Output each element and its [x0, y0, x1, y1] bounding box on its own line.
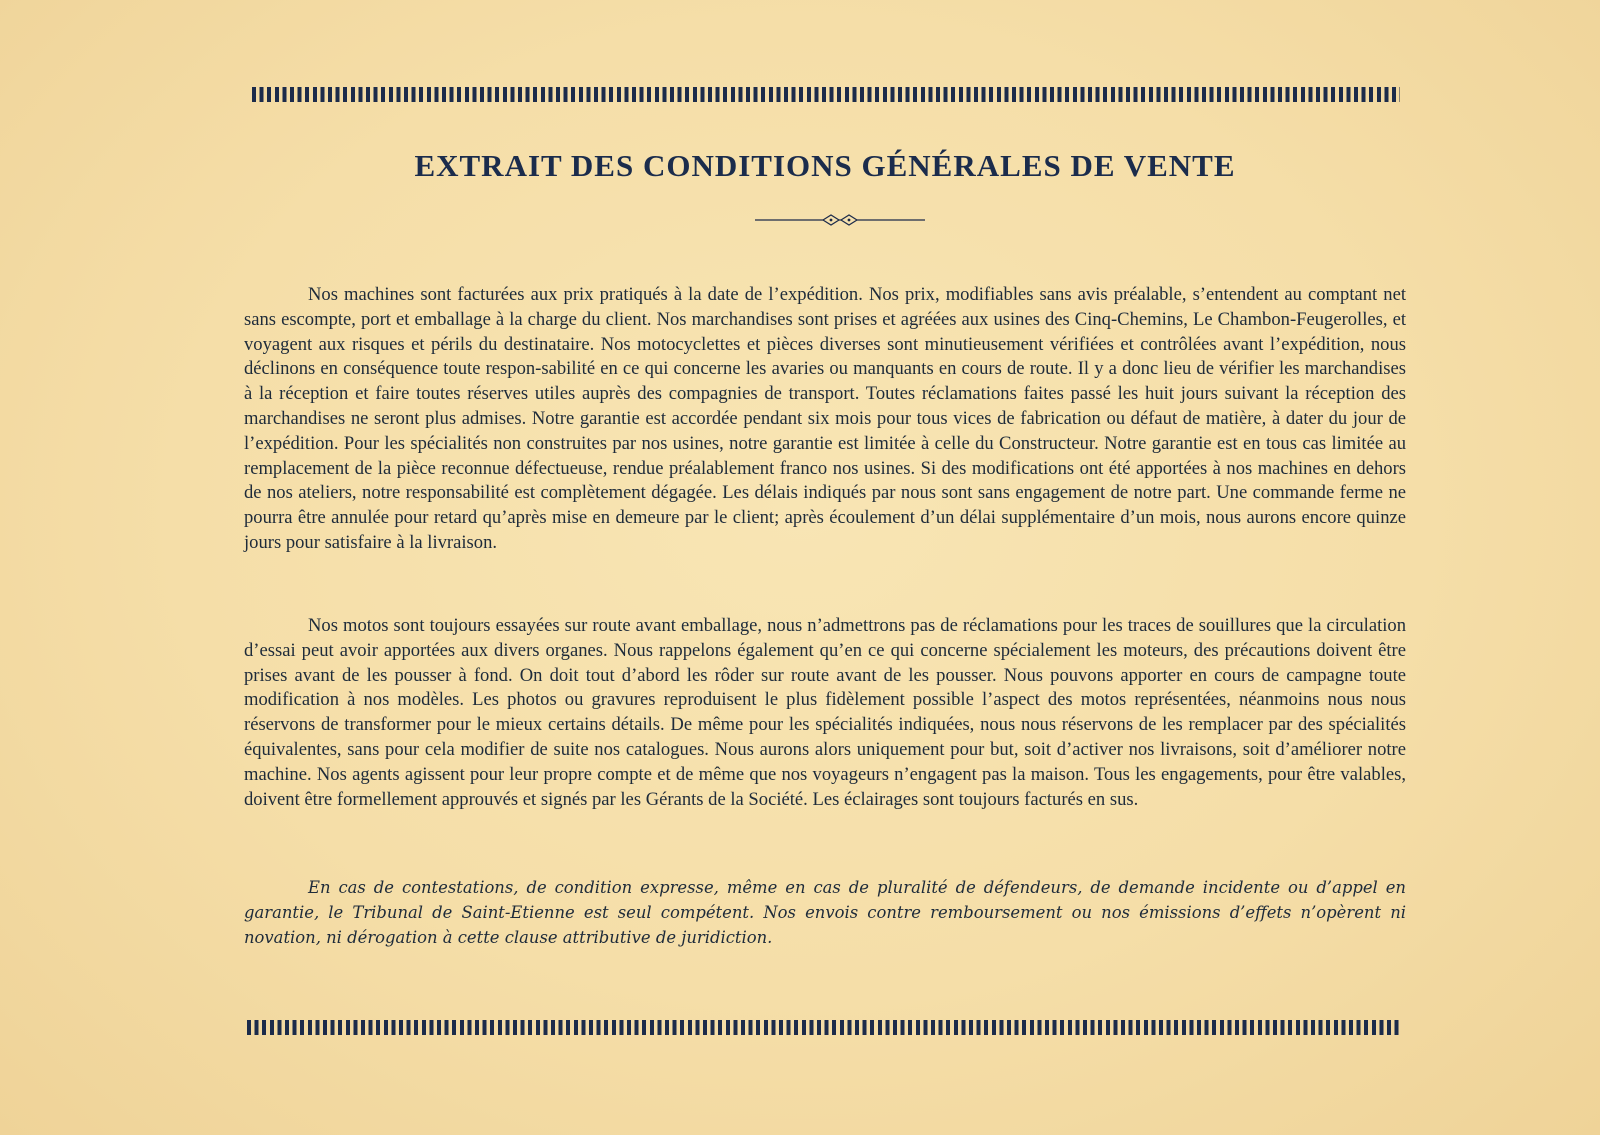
conditions-paragraph-2	[244, 614, 1406, 812]
paragraph-text: En cas de contestations, de condition expresse, même en cas de pluralité de défendeurs, de demande incidente ou d’appel en garantie, le Tribunal de Saint-Etienne est seul compétent. Nos envois contre remboursement ou nos émissions d’effets n’opèrent ni novation, ni dérogation à cette clause attributive de juridiction.	[244, 878, 1406, 947]
paragraph-text: Nos machines sont facturées aux prix pratiqués à la date de l’expédition. Nos prix, modifiables sans avis préalable, s’entendent au comptant net sans escompte, port et emballage à la charge du client. Nos marchandises sont prises et agréées aux usines des Cinq-Chemins, Le Chambon-Feugerolles, et voyagent aux risques et périls du destinataire. Nos motocyclettes et pièces diverses sont minutieusement vérifiées et contrôlées avant l’expédition, nous déclinons en conséquence toute respon-sabilité en ce qui concerne les avaries ou manquants en cours de route. Il y a donc lieu de vérifier les marchandises à la réception et faire toutes réserves utiles auprès des compagnies de transport. Toutes réclamations faites passé les huit jours suivant la réception des marchandises ne seront plus admises. Notre garantie est accordée pendant six mois pour tous vices de fabrication ou défaut de matière, à dater du jour de l’expédition. Pour les spécialités non construites par nos usines, notre garantie est limitée à celle du Constructeur. Notre garantie est en tous cas limitée au remplacement de la pièce reconnue défectueuse, rendue préalablement franco nos usines. Si des modifications ont été apportées à nos machines en dehors de nos ateliers, notre responsabilité est complètement dégagée. Les délais indiqués par nous sont sans engagement de notre part. Une commande ferme ne pourra être annulée pour retard qu’après mise en demeure par le client; après écoulement d’un délai supplémentaire d’un mois, nous aurons encore quinze jours pour satisfaire à la livraison.	[244, 284, 1406, 553]
jurisdiction-clause-paragraph	[244, 875, 1406, 950]
decorative-bar-border-top	[252, 87, 1400, 102]
decorative-bar-border-bottom	[247, 1020, 1400, 1035]
paragraph-text: Nos motos sont toujours essayées sur route avant emballage, nous n’admettrons pas de réclamations pour les traces de souillures que la circulation d’essai peut avoir apportées aux divers organes. Nous rappelons également qu’en ce qui concerne spécialement les moteurs, des précautions doivent être prises avant de les pousser à fond. On doit tout d’abord les rôder sur route avant de les pousser. Nous pouvons apporter en cours de campagne toute modification à nos modèles. Les photos ou gravures reproduisent le plus fidèlement possible l’aspect des motos représentées, néanmoins nous nous réservons de transformer pour le mieux certains détails. De même pour les spécialités indiquées, nous nous réservons de les remplacer par des spécialités équivalentes, sans pour cela modifier de suite nos catalogues. Nous aurons alors uniquement pour but, soit d’activer nos livraisons, soit d’améliorer notre machine. Nos agents agissent pour leur propre compte et de même que nos voyageurs n’engagent pas la maison. Tous les engagements, pour être valables, doivent être formellement approuvés et signés par les Gérants de la Société. Les éclairages sont toujours facturés en sus.	[244, 615, 1406, 810]
document-title: EXTRAIT DES CONDITIONS GÉNÉRALES DE VENTE	[414, 148, 1236, 183]
double-diamond-ornament-icon	[755, 212, 925, 228]
conditions-paragraph-1	[244, 283, 1406, 556]
